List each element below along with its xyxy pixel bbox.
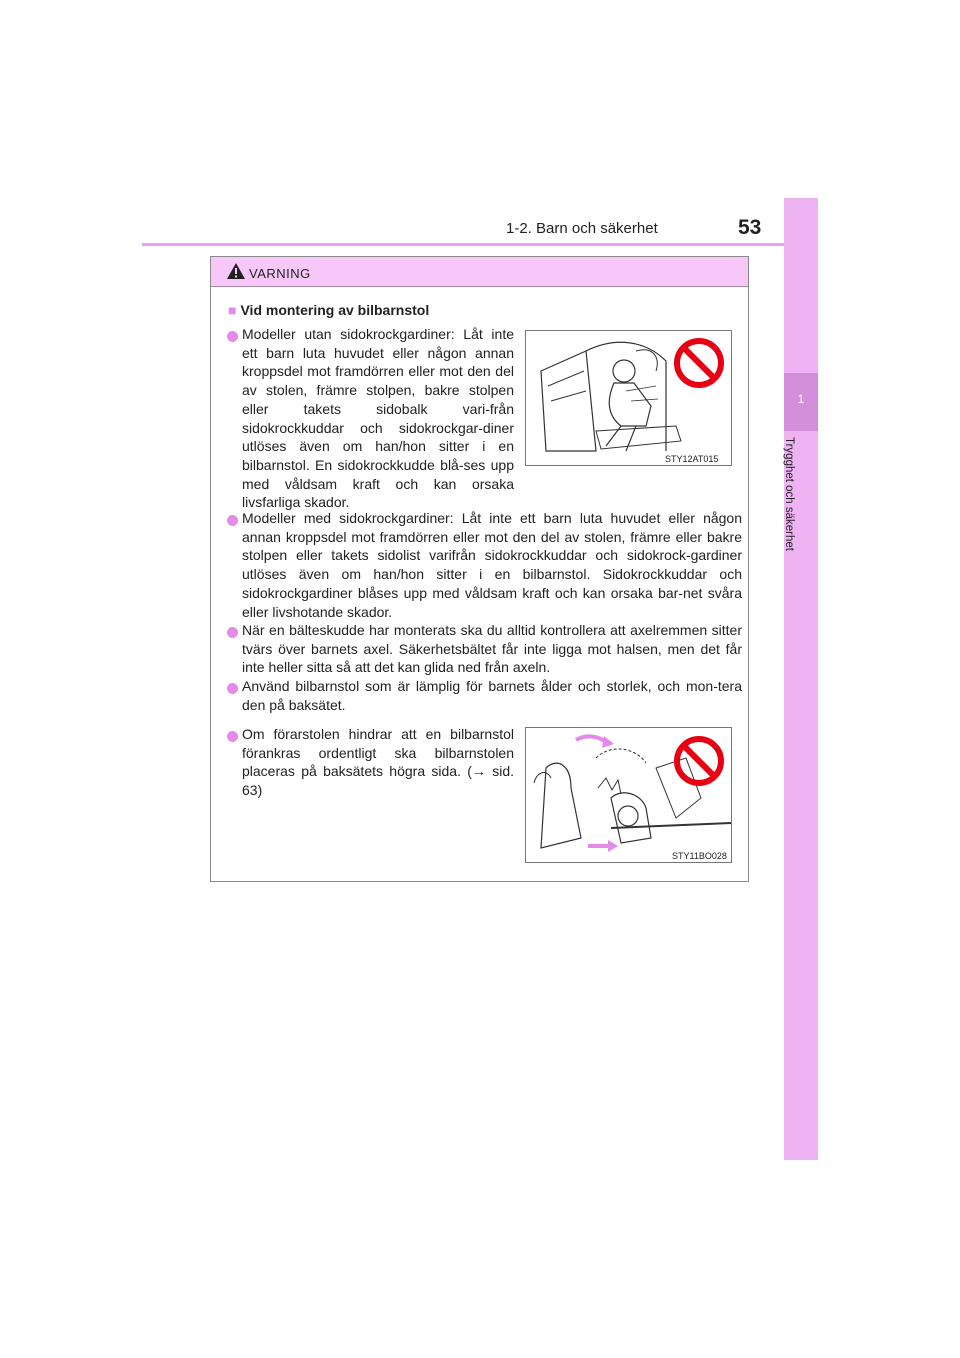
bullet-icon (227, 683, 238, 694)
page-number: 53 (738, 216, 762, 239)
prohibited-icon (673, 735, 725, 787)
chapter-title (783, 437, 813, 597)
figure-code: STY11BO028 (672, 851, 727, 861)
chapter-side-tab (784, 198, 818, 1160)
warning-item: Om förarstolen hindrar att en bilbarnstol förankras ordentligt ska bilbarnstolen placeras på baksätets högra sida. (→ sid. 63) (242, 726, 514, 799)
warning-item: Använd bilbarnstol som är lämplig för barnets ålder och storlek, och mon-tera den på baksätet. (242, 678, 742, 713)
figure-rear-seat (525, 727, 732, 863)
bullet-icon (227, 515, 238, 526)
warning-item: Modeller utan sidokrockgardiner: Låt inte ett barn luta huvudet eller någon annan kroppsdel mot framdörren eller mot den del av stolen, främre stolpen, bakre stolpen eller takets sidobalk vari-från sidokrockkuddar och sidokrockgar-diner utlöses även om han/hon sitter i en bilbarnstol. En sidokrockkudde blå-ses upp med våldsam kraft och kan orsaka livsfarliga skador. (242, 326, 514, 511)
figure-child-airbag (525, 330, 732, 466)
warning-label: VARNING (249, 266, 311, 281)
prohibited-icon (673, 337, 725, 389)
subheading-text: Vid montering av bilbarnstol (240, 302, 430, 318)
warning-item: Modeller med sidokrockgardiner: Låt inte ett barn luta huvudet eller någon annan kroppsdel mot framdörren eller mot den del av stolen, främre eller bakre stolpen eller takets sidolist varifrån sidokrockkuddar och sidokrock-gardiner utlöses även om han/hon sitter i en bilbarnstol. Sidokrockkuddar och sidokrockgardiner blåses upp med våldsam kraft och kan orsaka bar-net svåra eller livshotande skador. (242, 510, 742, 620)
header-rule (142, 243, 818, 246)
warning-item: När en bälteskudde har monterats ska du alltid kontrollera att axelremmen sitter tvärs över barnets axel. Säkerhetsbältet får inte ligga mot halsen, men det får inte heller sitta så att det kan glida ned från axeln. (242, 622, 742, 676)
figure-code: STY12AT015 (665, 454, 719, 464)
subheading (228, 302, 429, 318)
chapter-number: 1 (797, 392, 805, 406)
section-title: 1-2. Barn och säkerhet (506, 220, 658, 237)
warning-triangle-icon (226, 262, 246, 285)
bullet-icon (227, 731, 238, 742)
bullet-icon (227, 331, 238, 342)
square-bullet-icon: ■ (228, 302, 237, 318)
bullet-icon (227, 627, 238, 638)
chapter-title-text: Trygghet och säkerhet (783, 437, 795, 551)
